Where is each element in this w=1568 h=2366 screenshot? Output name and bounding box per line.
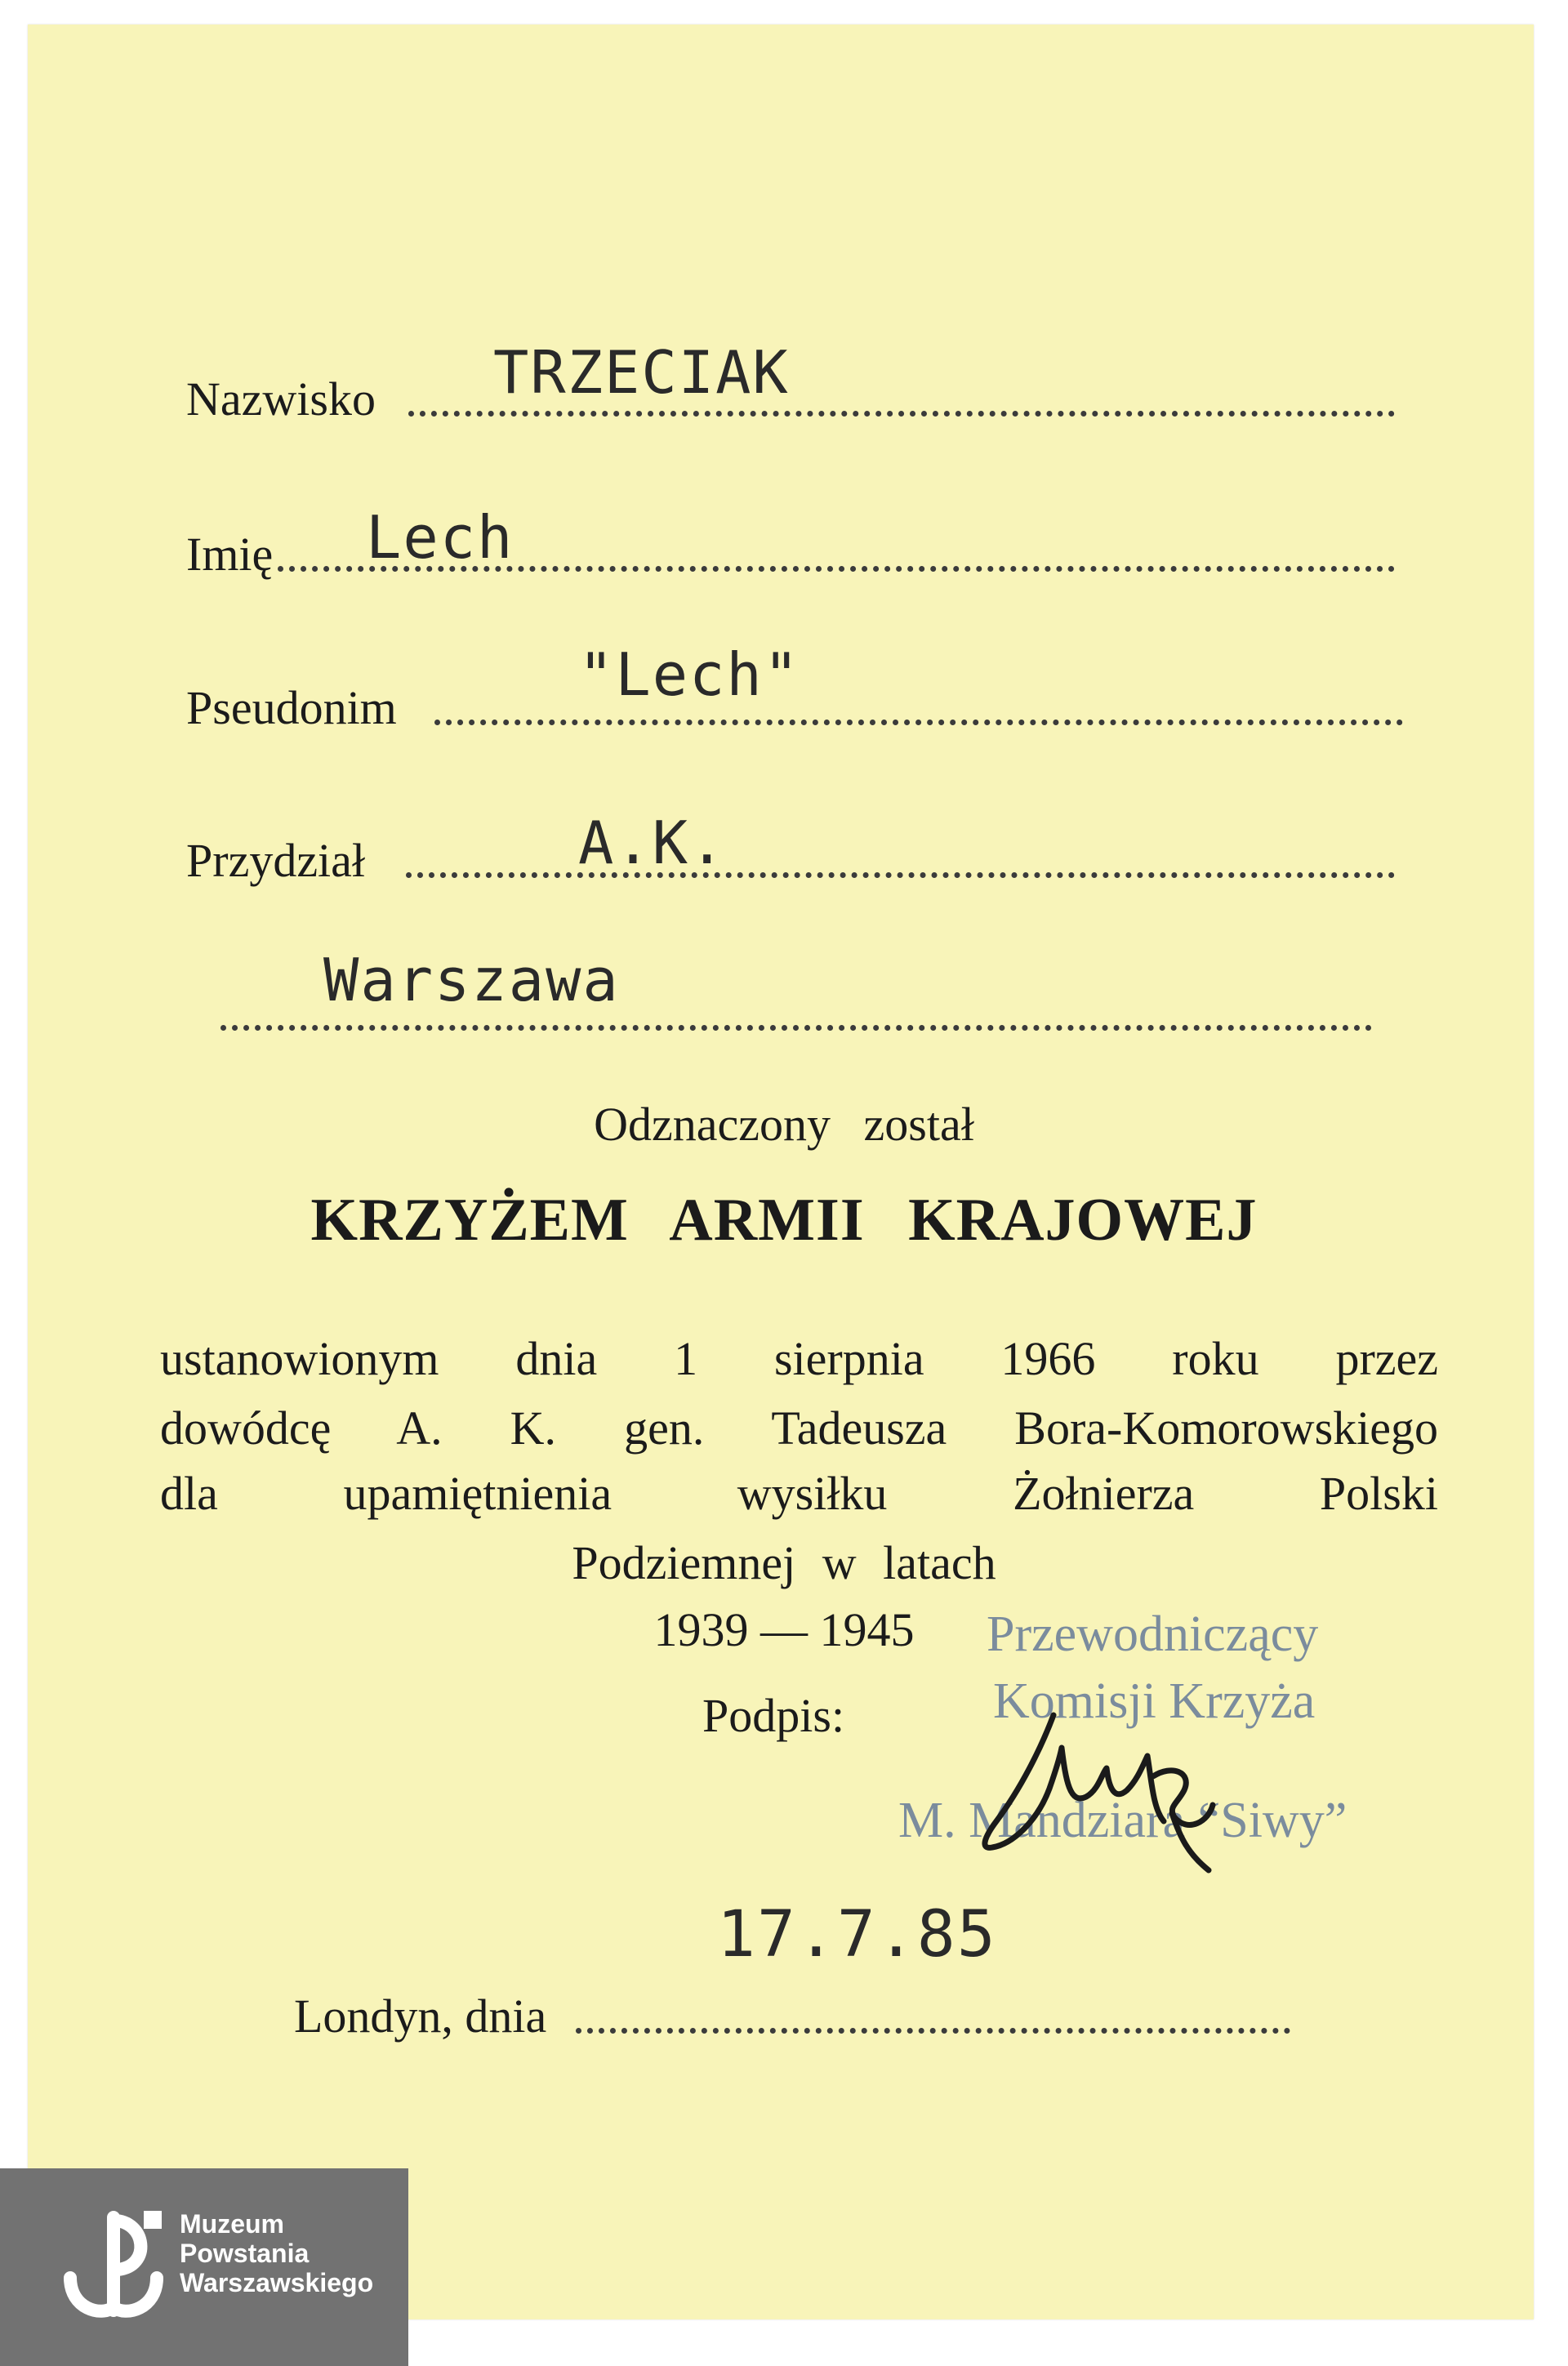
assignment-dotted-line-2 <box>220 1025 1372 1031</box>
watermark-line-1: Muzeum <box>180 2209 284 2239</box>
pseudonym-label: Pseudonim <box>186 681 397 734</box>
handwritten-signature <box>964 1699 1258 1878</box>
stamp-line-3: M. Mandziara “Siwy” <box>898 1793 1348 1848</box>
award-text-line-1: ustanowionym dnia 1 sierpnia 1966 roku przez <box>160 1332 1438 1385</box>
pseudonym-dotted-line <box>434 720 1403 725</box>
surname-value: TRZECIAK <box>493 338 790 407</box>
award-title: KRZYŻEM ARMII KRAJOWEJ <box>310 1187 1258 1254</box>
assignment-dotted-line <box>406 872 1395 878</box>
stamp-line-1: Przewodniczący <box>987 1606 1319 1662</box>
award-text-line-2: dowódcę A. K. gen. Tadeusza Bora-Komorowskiego <box>160 1401 1438 1455</box>
signature-label: Podpis: <box>702 1689 845 1742</box>
first-name-value: Lech <box>366 503 514 572</box>
award-text-line-3: dla upamiętnienia wysiłku Żołnierza Polski <box>160 1467 1438 1520</box>
award-text-line-4: Podziemnej w latach <box>572 1536 996 1589</box>
surname-label: Nazwisko <box>186 372 376 426</box>
place-date-row <box>294 1989 1290 2043</box>
first-name-label: Imię <box>186 528 274 581</box>
stamp-line-2: Komisji Krzyża <box>993 1673 1316 1729</box>
assignment-value: A.K. <box>578 809 727 877</box>
assignment-row <box>186 834 1395 887</box>
kotwica-logo-icon <box>52 2203 175 2325</box>
watermark-line-2: Powstania <box>180 2239 310 2268</box>
place-date-label: Londyn, dnia <box>294 1989 547 2043</box>
assignment-line-2 <box>220 1025 1372 1037</box>
award-intro: Odznaczony został <box>594 1098 974 1151</box>
place-date-dotted-line <box>576 2028 1290 2034</box>
pseudonym-value: "Lech" <box>578 640 801 709</box>
surname-dotted-line <box>408 411 1395 417</box>
date-value: 17.7.85 <box>717 1898 997 1972</box>
award-years: 1939 — 1945 <box>653 1603 915 1656</box>
assignment-value-2: Warszawa <box>323 946 620 1014</box>
assignment-label: Przydział <box>186 834 366 887</box>
museum-watermark <box>0 2168 408 2366</box>
watermark-line-3: Warszawskiego <box>180 2268 374 2297</box>
